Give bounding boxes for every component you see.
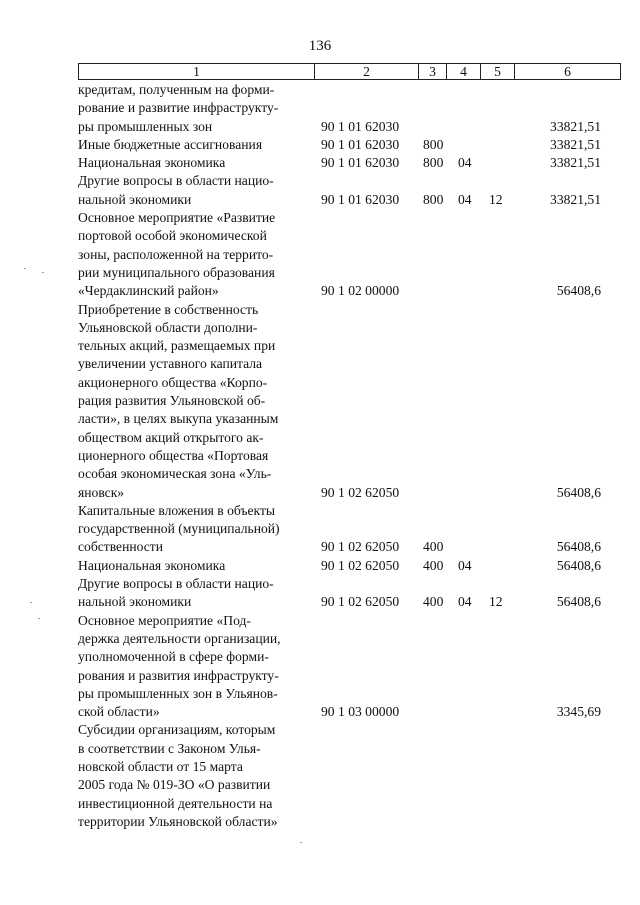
row-col-4: 04 (458, 557, 472, 573)
description-line: уполномоченной в сфере форми- (78, 649, 269, 665)
row-code: 90 1 02 62050 (321, 594, 400, 610)
description-line: «Чердаклинский район» (78, 283, 219, 299)
table-row (78, 81, 621, 136)
description-line: тельных акций, размещаемых при (78, 338, 276, 354)
row-amount: 56408,6 (556, 283, 601, 299)
table-row (78, 721, 621, 831)
row-amount: 33821,51 (550, 155, 601, 171)
row-code: 90 1 01 62030 (321, 118, 400, 134)
description-line: яновск» (78, 484, 125, 500)
description-line: ской области» (78, 704, 160, 720)
description-line: Субсидии организациям, которым (78, 722, 276, 738)
description-line: ласти», в целях выкупа указанным (78, 411, 279, 427)
description-line: увеличении уставного капитала (78, 356, 263, 372)
description-line: ры промышленных зон в Ульянов- (78, 685, 278, 701)
table-row (78, 209, 621, 300)
header-col-5: 5 (480, 64, 514, 79)
row-amount: 33821,51 (550, 118, 601, 134)
description-line: Национальная экономика (78, 155, 226, 171)
table-row (78, 502, 621, 557)
row-col-3: 400 (423, 539, 444, 555)
header-col-6: 6 (514, 64, 620, 79)
description-line: рация развития Ульяновской об- (78, 393, 266, 409)
table-row (78, 575, 621, 612)
description-line: новской области от 15 марта (78, 758, 243, 774)
row-amount: 56408,6 (556, 539, 601, 555)
table-body (78, 81, 621, 831)
description-line: рование и развитие инфраструкту- (78, 100, 279, 116)
row-col-3: 400 (423, 557, 444, 573)
row-amount: 33821,51 (550, 191, 601, 207)
row-description (78, 154, 311, 172)
header-col-1: 1 (193, 64, 200, 79)
row-amount: 56408,6 (556, 484, 601, 500)
row-description (78, 81, 311, 136)
row-col-4: 04 (458, 155, 472, 171)
table-row (78, 154, 621, 172)
row-code: 90 1 02 62050 (321, 557, 400, 573)
description-line: Капитальные вложения в объекты (78, 502, 276, 518)
scan-speck (38, 618, 40, 619)
scan-speck (300, 842, 302, 843)
row-col-3: 800 (423, 136, 444, 152)
table-row (78, 136, 621, 154)
description-line: собственности (78, 539, 164, 555)
table-row (78, 612, 621, 722)
row-amount: 3345,69 (556, 704, 601, 720)
row-col-3: 800 (423, 155, 444, 171)
row-code: 90 1 02 00000 (321, 283, 400, 299)
header-col-3: 3 (418, 64, 446, 79)
description-line: Приобретение в собственность (78, 301, 259, 317)
description-line: инвестиционной деятельности на (78, 795, 273, 811)
description-line: ры промышленных зон (78, 118, 213, 134)
row-col-5: 12 (489, 191, 503, 207)
header-col-2: 2 (314, 64, 418, 79)
description-line: государственной (муниципальной) (78, 521, 280, 537)
description-line: особая экономическая зона «Уль- (78, 466, 272, 482)
description-line: 2005 года № 019-ЗО «О развитии (78, 777, 271, 793)
description-line: портовой особой экономической (78, 228, 267, 244)
row-amount: 56408,6 (556, 594, 601, 610)
scan-speck (24, 268, 26, 269)
description-line: акционерного общества «Корпо- (78, 374, 268, 390)
description-line: рии муниципального образования (78, 264, 275, 280)
scan-speck (30, 602, 32, 603)
row-code: 90 1 03 00000 (321, 704, 400, 720)
row-description (78, 502, 311, 557)
row-code: 90 1 01 62030 (321, 136, 400, 152)
row-description (78, 301, 311, 502)
row-code: 90 1 01 62030 (321, 191, 400, 207)
row-description (78, 612, 311, 722)
page-number: 136 (308, 38, 332, 54)
row-amount: 56408,6 (556, 557, 601, 573)
row-code: 90 1 01 62030 (321, 155, 400, 171)
description-line: кредитам, полученным на форми- (78, 82, 275, 97)
description-line: Национальная экономика (78, 557, 226, 573)
row-description (78, 557, 311, 575)
description-line: Основное мероприятие «Под- (78, 612, 251, 628)
description-line: Иные бюджетные ассигнования (78, 136, 263, 152)
description-line: нальной экономики (78, 191, 192, 207)
row-col-3: 400 (423, 594, 444, 610)
row-col-5: 12 (489, 594, 503, 610)
table-header (78, 63, 621, 80)
description-line: обществом акций открытого ак- (78, 429, 264, 445)
scan-speck (42, 272, 44, 273)
row-description (78, 721, 311, 831)
description-line: Другие вопросы в области нацио- (78, 173, 274, 189)
table-row (78, 557, 621, 575)
description-line: ционерного общества «Портовая (78, 447, 269, 463)
row-code: 90 1 02 62050 (321, 539, 400, 555)
description-line: рования и развития инфраструкту- (78, 667, 279, 683)
row-description (78, 172, 311, 209)
row-col-3: 800 (423, 191, 444, 207)
table-row (78, 301, 621, 502)
description-line: в соответствии с Законом Улья- (78, 740, 261, 756)
row-description (78, 136, 311, 154)
description-line: держка деятельности организации, (78, 630, 281, 646)
row-description (78, 209, 311, 300)
description-line: Основное мероприятие «Развитие (78, 210, 276, 226)
table-row (78, 172, 621, 209)
description-line: Другие вопросы в области нацио- (78, 576, 274, 592)
description-line: нальной экономики (78, 594, 192, 610)
description-line: территории Ульяновской области» (78, 813, 278, 829)
description-line: зоны, расположенной на террито- (78, 246, 274, 262)
row-code: 90 1 02 62050 (321, 484, 400, 500)
description-line: Ульяновской области дополни- (78, 319, 258, 335)
row-col-4: 04 (458, 594, 472, 610)
header-col-4: 4 (446, 64, 480, 79)
row-amount: 33821,51 (550, 136, 601, 152)
row-col-4: 04 (458, 191, 472, 207)
row-description (78, 575, 311, 612)
